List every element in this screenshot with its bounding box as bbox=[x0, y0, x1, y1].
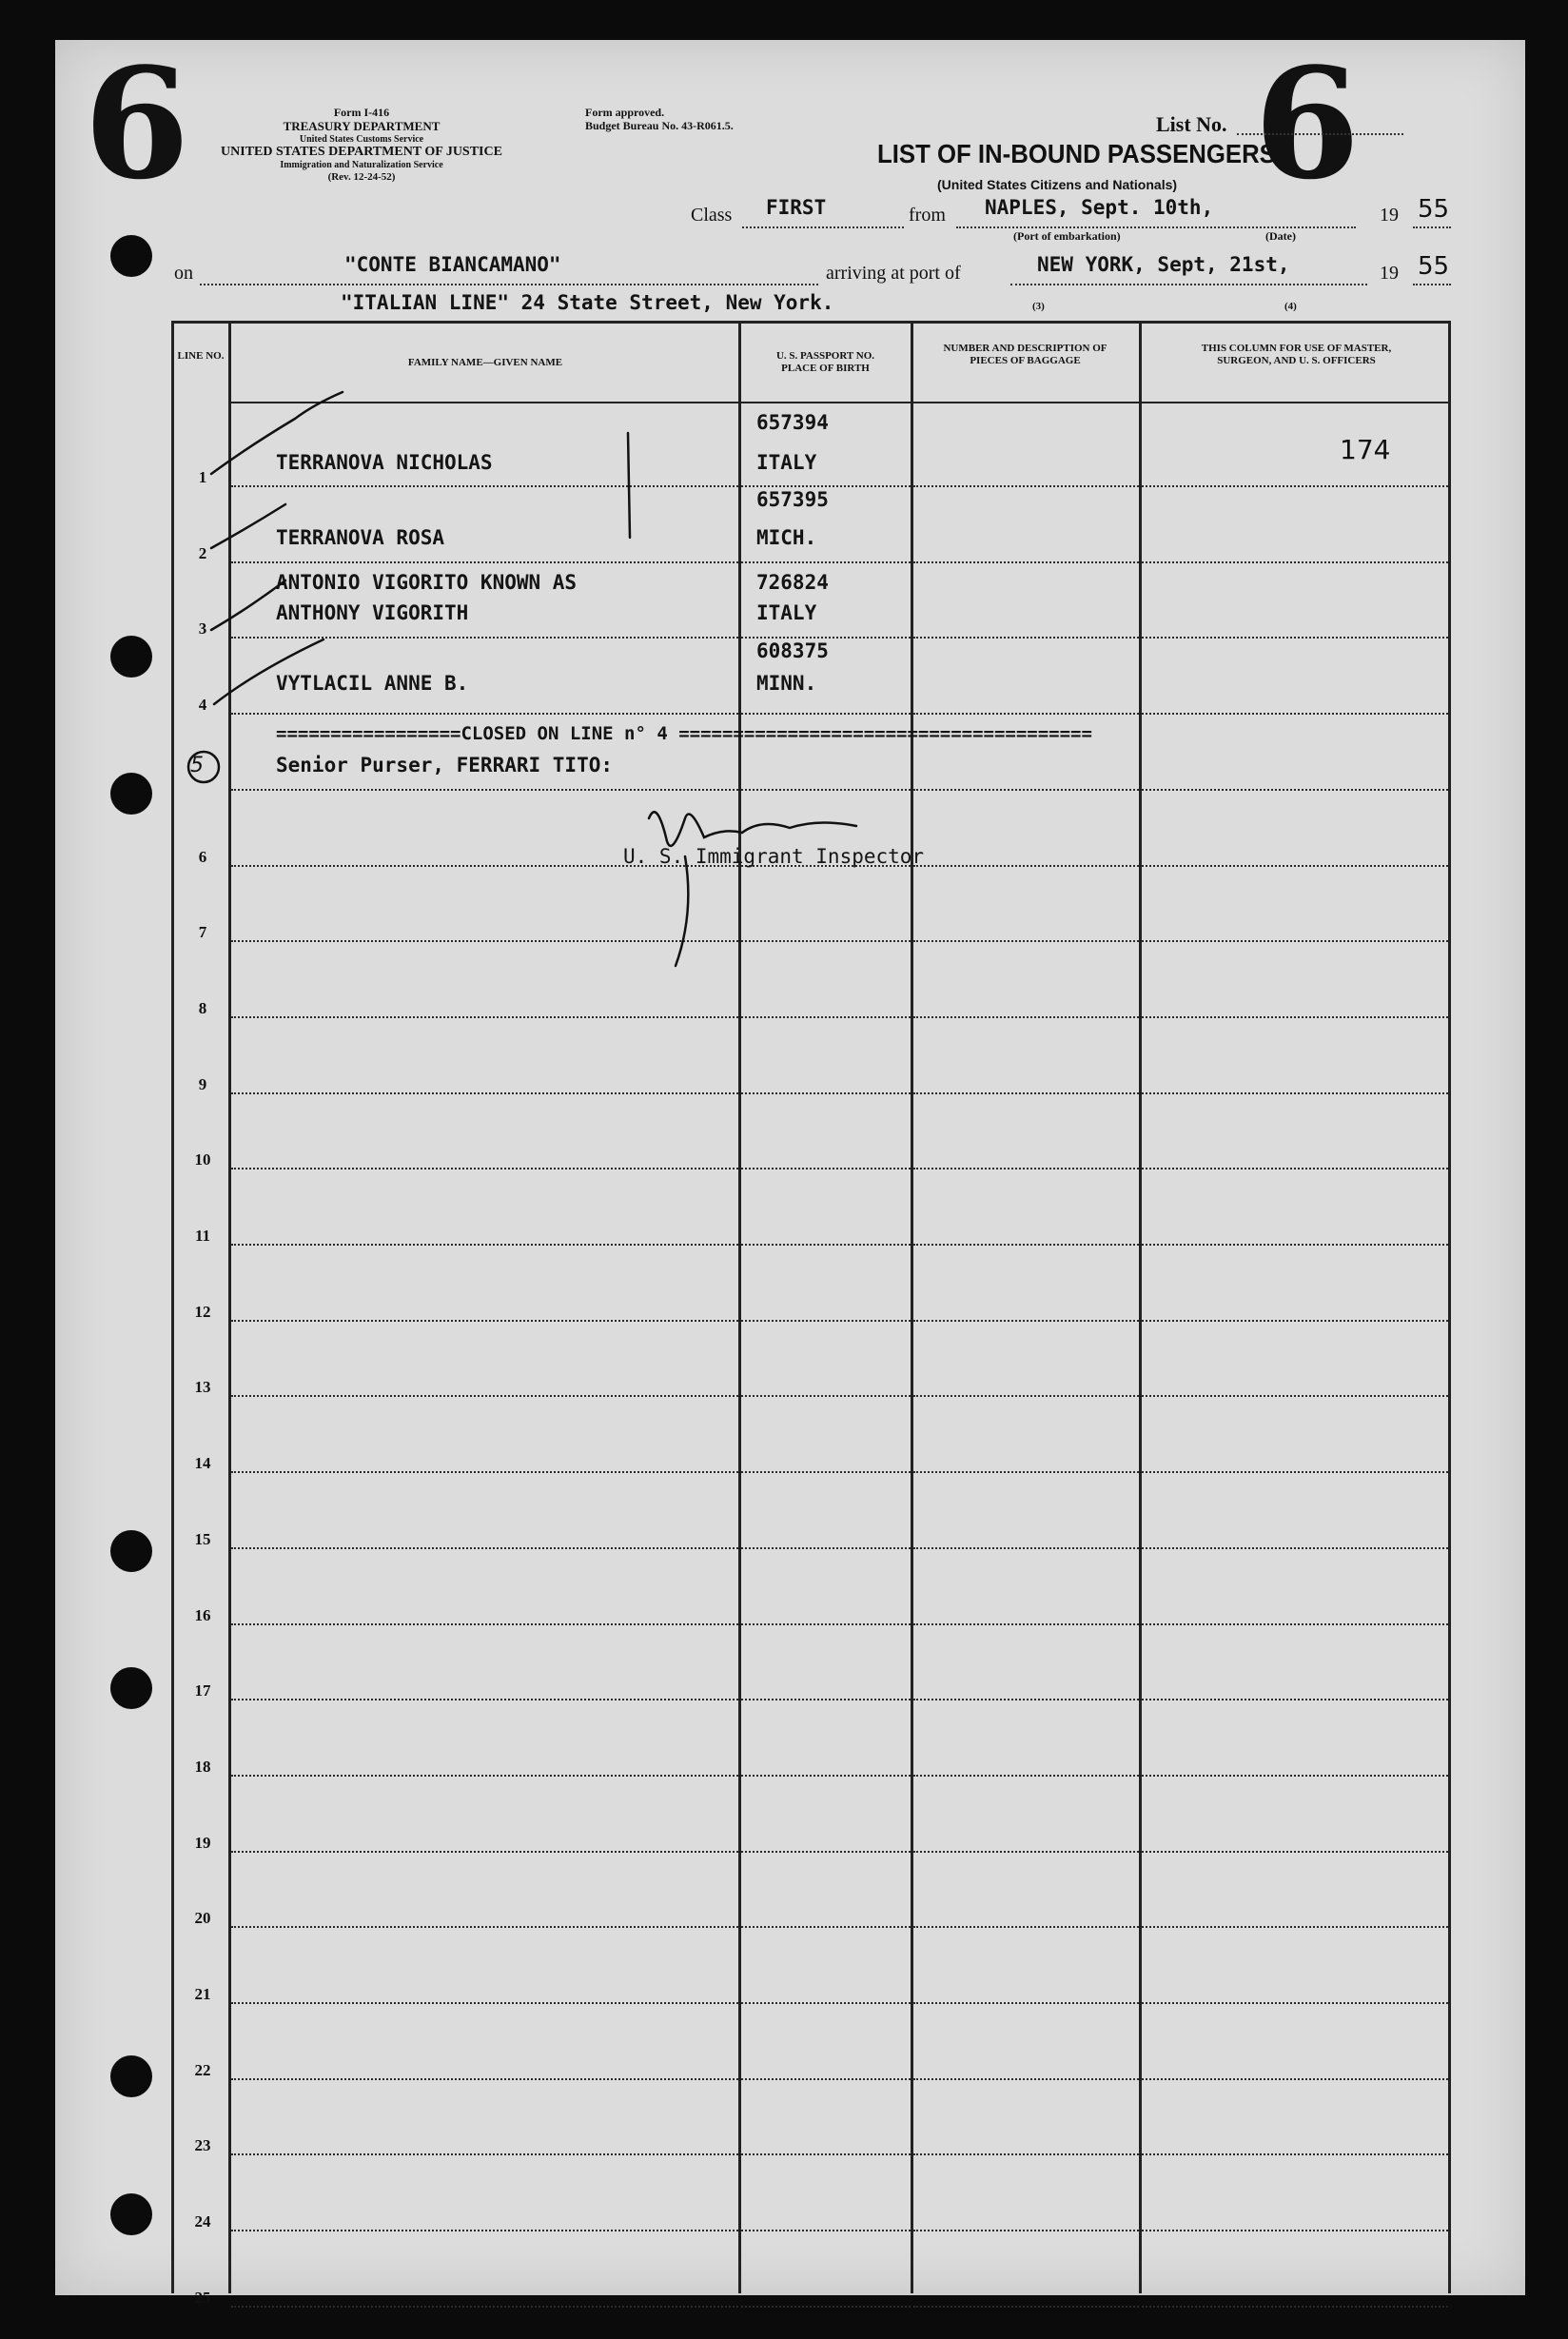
ins-service: Immigration and Naturalization Service bbox=[280, 160, 443, 171]
row-rule bbox=[913, 1471, 1139, 1473]
shipping-agent: "ITALIAN LINE" 24 State Street, New York. bbox=[341, 291, 834, 314]
row-rule bbox=[913, 1320, 1139, 1322]
row-rule bbox=[913, 1851, 1139, 1853]
line-number: 3 bbox=[198, 619, 207, 638]
row-rule bbox=[1142, 2002, 1448, 2004]
row-rule bbox=[1142, 1547, 1448, 1549]
row-rule bbox=[913, 1395, 1139, 1397]
line-number: 10 bbox=[194, 1150, 211, 1169]
row-rule bbox=[741, 2306, 911, 2308]
col-header-passport: U. S. PASSPORT NO. PLACE OF BIRTH bbox=[775, 350, 875, 375]
line-number: 25 bbox=[194, 2289, 211, 2307]
passenger-name-1: TERRANOVA NICHOLAS bbox=[276, 451, 493, 474]
row-rule bbox=[1142, 2153, 1448, 2155]
caption-4: (4) bbox=[1284, 301, 1297, 312]
birth-1: ITALY bbox=[756, 451, 817, 474]
row-rule bbox=[231, 2078, 738, 2080]
col-header-line-no: LINE NO. bbox=[177, 350, 225, 362]
row-rule bbox=[741, 1699, 911, 1700]
line-number: 22 bbox=[194, 2061, 211, 2079]
binder-hole bbox=[110, 2055, 152, 2097]
passport-4: 608375 bbox=[756, 639, 829, 662]
row-rule bbox=[1142, 1168, 1448, 1170]
line-number: 15 bbox=[194, 1530, 211, 1548]
row-rule bbox=[231, 2002, 738, 2004]
line-number: 12 bbox=[194, 1303, 211, 1321]
birth-2: MICH. bbox=[756, 526, 817, 549]
row-rule bbox=[741, 1168, 911, 1170]
row-rule bbox=[913, 1623, 1139, 1625]
row-rule bbox=[231, 1623, 738, 1625]
class-value: FIRST bbox=[766, 196, 827, 219]
port-caption: (Port of embarkation) bbox=[1013, 229, 1121, 243]
circled-line-number: 5 bbox=[190, 754, 204, 777]
arrival-value: NEW YORK, Sept, 21st, bbox=[1037, 253, 1290, 276]
line-number: 18 bbox=[194, 1758, 211, 1776]
form-title: LIST OF IN-BOUND PASSENGERS bbox=[877, 139, 1276, 168]
passenger-name-2: TERRANOVA ROSA bbox=[276, 526, 445, 549]
row-rule bbox=[741, 1926, 911, 1928]
year-value-2: 55 bbox=[1418, 252, 1450, 281]
check-mark-1 bbox=[211, 392, 343, 474]
line-number: 24 bbox=[194, 2212, 211, 2231]
row-rule bbox=[231, 1471, 738, 1473]
approval-line2: Budget Bureau No. 43-R061.5. bbox=[585, 118, 734, 132]
row-rule bbox=[741, 1244, 911, 1246]
line-number: 17 bbox=[194, 1681, 211, 1700]
bracket-mark bbox=[628, 433, 630, 538]
line-number: 1 bbox=[198, 468, 207, 486]
row-rule bbox=[231, 1092, 738, 1094]
circle-mark bbox=[188, 752, 219, 782]
row-rule bbox=[913, 1547, 1139, 1549]
binder-hole bbox=[110, 1667, 152, 1709]
sheet-number-left: 6 bbox=[84, 34, 190, 213]
row-rule bbox=[231, 2153, 738, 2155]
line-number: 19 bbox=[194, 1834, 211, 1852]
col-header-officers: THIS COLUMN FOR USE OF MASTER, SURGEON, AND U. S. OFFICERS bbox=[1201, 343, 1392, 367]
year-value-1: 55 bbox=[1418, 195, 1450, 224]
birth-4: MINN. bbox=[756, 672, 817, 695]
sheet-number-right: 6 bbox=[1254, 34, 1361, 213]
line-number: 21 bbox=[194, 1985, 211, 2003]
line-number: 23 bbox=[194, 2136, 211, 2154]
arriving-label: arriving at port of bbox=[826, 263, 961, 284]
row-rule bbox=[913, 1244, 1139, 1246]
from-label: from bbox=[909, 205, 946, 226]
row-rule bbox=[741, 1092, 911, 1094]
row-rule bbox=[231, 1547, 738, 1549]
caption-3: (3) bbox=[1032, 301, 1045, 312]
row-rule bbox=[741, 2078, 911, 2080]
row-rule bbox=[231, 1926, 738, 1928]
row-rule bbox=[913, 2002, 1139, 2004]
form-number: Form I-416 bbox=[333, 106, 390, 119]
class-label: Class bbox=[691, 205, 733, 226]
vessel-name: "CONTE BIANCAMANO" bbox=[344, 253, 561, 276]
line-number: 16 bbox=[194, 1606, 211, 1624]
row-rule bbox=[913, 1092, 1139, 1094]
line-number: 9 bbox=[198, 1075, 207, 1093]
row-rule bbox=[741, 1547, 911, 1549]
inspector-line: U. S. Immigrant Inspector bbox=[623, 845, 925, 868]
row-rule bbox=[741, 1320, 911, 1322]
line-number: 8 bbox=[198, 999, 207, 1017]
row-rule bbox=[741, 2002, 911, 2004]
row-rule bbox=[1142, 2230, 1448, 2231]
row-rule bbox=[741, 1395, 911, 1397]
row-rule bbox=[231, 2306, 738, 2308]
row-rule bbox=[1142, 1775, 1448, 1777]
row-rule bbox=[231, 1168, 738, 1170]
row-rule bbox=[1142, 1320, 1448, 1322]
check-mark-4 bbox=[214, 639, 323, 704]
row-rule bbox=[741, 1623, 911, 1625]
row-rule bbox=[913, 2306, 1139, 2308]
row-rule bbox=[1142, 1395, 1448, 1397]
passport-3: 726824 bbox=[756, 571, 829, 594]
line-number: 20 bbox=[194, 1909, 211, 1927]
row-rule bbox=[1142, 2078, 1448, 2080]
row-rule bbox=[741, 1851, 911, 1853]
row-rule bbox=[231, 1775, 738, 1777]
row-rule bbox=[913, 2078, 1139, 2080]
inspector-signature bbox=[649, 812, 856, 966]
row-rule bbox=[741, 2230, 911, 2231]
check-mark-3 bbox=[211, 580, 285, 630]
binder-hole bbox=[110, 2193, 152, 2235]
row-rule bbox=[1142, 1471, 1448, 1473]
line-number: 2 bbox=[198, 544, 207, 562]
justice-dept: UNITED STATES DEPARTMENT OF JUSTICE bbox=[221, 145, 502, 160]
year-prefix-1: 19 bbox=[1380, 205, 1399, 226]
form-revision: (Rev. 12-24-52) bbox=[327, 170, 396, 183]
purser-signature-line: Senior Purser, FERRARI TITO: bbox=[276, 754, 614, 776]
passport-2: 657395 bbox=[756, 488, 829, 511]
line-number: 14 bbox=[194, 1454, 211, 1472]
row-rule bbox=[913, 2230, 1139, 2231]
birth-3: ITALY bbox=[756, 601, 817, 624]
col-header-baggage: NUMBER AND DESCRIPTION OF PIECES OF BAGGAGE bbox=[943, 343, 1107, 367]
row-rule bbox=[1142, 1851, 1448, 1853]
handwritten-checkmarks bbox=[0, 0, 1568, 1047]
row-rule bbox=[913, 1699, 1139, 1700]
col-header-name: FAMILY NAME—GIVEN NAME bbox=[407, 357, 563, 368]
binder-hole bbox=[110, 1530, 152, 1572]
row-rule bbox=[1142, 2306, 1448, 2308]
list-no-label: List No. bbox=[1156, 112, 1227, 136]
row-rule bbox=[741, 1775, 911, 1777]
row-rule bbox=[913, 1926, 1139, 1928]
check-mark-2 bbox=[211, 504, 285, 548]
row-rule bbox=[231, 1320, 738, 1322]
line-number: 13 bbox=[194, 1378, 211, 1396]
row-rule bbox=[1142, 1699, 1448, 1700]
row-rule bbox=[231, 1244, 738, 1246]
row-rule bbox=[1142, 1926, 1448, 1928]
row-rule bbox=[1142, 1092, 1448, 1094]
year-prefix-2: 19 bbox=[1380, 263, 1399, 284]
row-rule bbox=[1142, 1623, 1448, 1625]
row-rule bbox=[913, 1168, 1139, 1170]
passenger-name-3a: ANTONIO VIGORITO KNOWN AS bbox=[276, 571, 578, 594]
row-rule bbox=[741, 2153, 911, 2155]
row-rule bbox=[231, 2230, 738, 2231]
row-rule bbox=[231, 1395, 738, 1397]
row-rule bbox=[231, 1851, 738, 1853]
passenger-name-4: VYTLACIL ANNE B. bbox=[276, 672, 469, 695]
row-rule bbox=[913, 2153, 1139, 2155]
treasury-dept: TREASURY DEPARTMENT bbox=[283, 118, 441, 133]
line-number: 11 bbox=[194, 1227, 211, 1245]
row-rule bbox=[1142, 1244, 1448, 1246]
on-label: on bbox=[174, 263, 193, 284]
from-value: NAPLES, Sept. 10th, bbox=[985, 196, 1214, 219]
line-number: 6 bbox=[198, 848, 207, 866]
passenger-name-3b: ANTHONY VIGORITH bbox=[276, 601, 469, 624]
row-rule bbox=[913, 1775, 1139, 1777]
form-subtitle: (United States Citizens and Nationals) bbox=[937, 177, 1178, 192]
passport-1: 657394 bbox=[756, 411, 829, 434]
date-caption: (Date) bbox=[1265, 229, 1296, 243]
closed-line-note: =================CLOSED ON LINE n° 4 ====================================== bbox=[276, 723, 1092, 744]
row-rule bbox=[231, 1699, 738, 1700]
customs-service: United States Customs Service bbox=[299, 133, 424, 145]
line-number: 4 bbox=[198, 696, 207, 714]
officer-note: 174 bbox=[1340, 434, 1391, 465]
approval-line1: Form approved. bbox=[585, 106, 665, 119]
line-number: 7 bbox=[198, 923, 207, 941]
row-rule bbox=[741, 1471, 911, 1473]
